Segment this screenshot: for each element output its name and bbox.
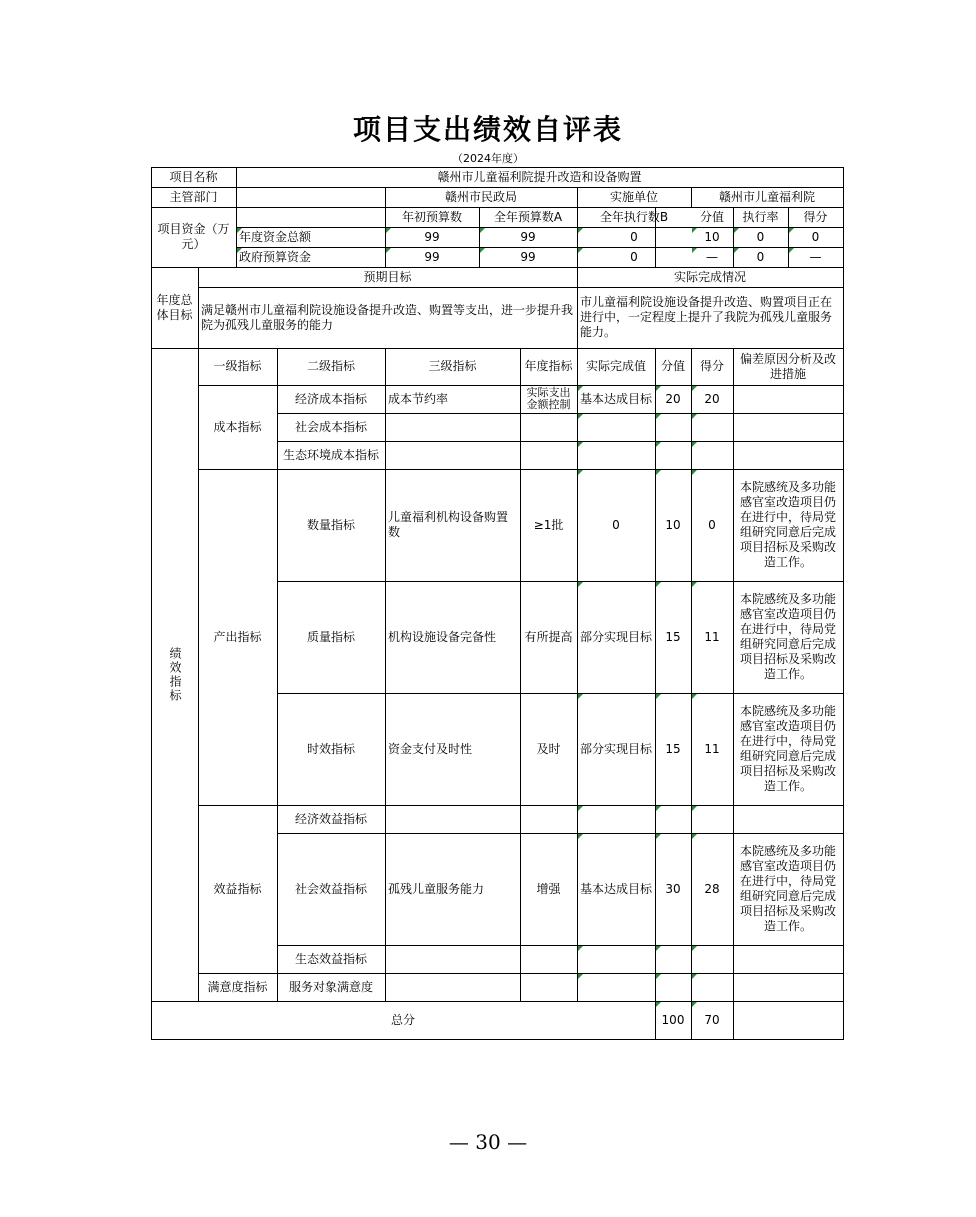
funds-value: 0: [630, 229, 638, 244]
cell-marker-icon: [578, 228, 583, 233]
indicator-header-4: 实际完成值: [585, 359, 646, 373]
actual-value: [577, 441, 655, 469]
cell-marker-icon: [656, 806, 661, 811]
cell-marker-icon: [789, 228, 794, 233]
got-value: [691, 973, 733, 1001]
annual-target: ≥1批: [533, 517, 564, 532]
impl-label: 实施单位: [609, 189, 658, 204]
got-value: 28: [704, 881, 720, 896]
cell-marker-icon: [578, 442, 583, 447]
indicator-header-3: 年度指标: [524, 359, 573, 373]
cell-marker-icon: [692, 694, 697, 699]
funds-value: 0: [630, 249, 638, 264]
cell-marker-icon: [578, 582, 583, 587]
actual-value: [577, 805, 655, 833]
level2-indicator: 数量指标: [306, 517, 355, 532]
cell-marker-icon: [578, 470, 583, 475]
level2-indicator: 质量指标: [306, 629, 355, 644]
annual-target: 有所提高: [524, 629, 573, 644]
cell-marker-icon: [578, 946, 583, 951]
annual-target: 实际支出金额控制: [526, 386, 571, 411]
goals-expected-header: 预期目标: [363, 269, 412, 284]
total-score: 100: [661, 1012, 685, 1027]
indicator-header-0: 一级指标: [213, 359, 262, 373]
funds-value: 0: [811, 229, 820, 244]
annual-target: 及时: [536, 741, 561, 756]
cell-marker-icon: [692, 248, 697, 253]
cell-marker-icon: [656, 414, 661, 419]
total-got: 70: [704, 1012, 720, 1027]
cell-marker-icon: [386, 228, 391, 233]
deviation-reason: [733, 973, 843, 1001]
funds-value: 0: [756, 229, 765, 244]
level1-indicator: 效益指标: [213, 881, 262, 896]
level2-indicator: 经济成本指标: [294, 391, 367, 406]
table-rule: [843, 167, 844, 1040]
cell-marker-icon: [656, 442, 661, 447]
indicator-header-5: 分值: [660, 359, 685, 373]
got-value: [691, 413, 733, 441]
annual-target: [520, 945, 577, 973]
deviation-reason: [733, 441, 843, 469]
page-title: 项目支出绩效自评表: [352, 113, 623, 146]
funds-value: 99: [424, 229, 440, 244]
cell-marker-icon: [734, 228, 739, 233]
actual-value: 部分实现目标: [579, 741, 652, 756]
actual-value: 部分实现目标: [579, 629, 652, 644]
total-label: 总分: [390, 1012, 415, 1027]
annual-target: [520, 413, 577, 441]
goals-actual-text: 市儿童福利院设施设备提升改造、购置项目正在进行中，一定程度上提升了我院为孤残儿童服务能力。: [580, 295, 833, 339]
got-value: 20: [704, 391, 720, 406]
cell-marker-icon: [578, 248, 583, 253]
page-number: — 30 —: [448, 1130, 528, 1154]
funds-value: —: [706, 249, 718, 264]
actual-value: 基本达成目标: [579, 881, 652, 896]
actual-value: 0: [612, 517, 620, 532]
actual-value: 基本达成目标: [579, 391, 652, 406]
dept-label: 主管部门: [169, 189, 218, 204]
cell-marker-icon: [692, 470, 697, 475]
cell-marker-icon: [692, 442, 697, 447]
level2-indicator: 社会成本指标: [294, 419, 367, 434]
level3-indicator: 成本节约率: [388, 391, 449, 406]
cell-marker-icon: [656, 834, 661, 839]
level3-indicator: [385, 945, 520, 973]
indicator-header-6: 得分: [699, 359, 724, 373]
got-value: [691, 805, 733, 833]
funds-row-label: 政府预算资金: [239, 249, 312, 264]
level3-indicator: [385, 805, 520, 833]
cell-marker-icon: [656, 582, 661, 587]
cell-marker-icon: [692, 414, 697, 419]
level3-indicator: [385, 973, 520, 1001]
cell-marker-icon: [692, 806, 697, 811]
indicators-label: 绩效指标: [168, 646, 182, 703]
funds-header-2: 全年执行数B: [599, 209, 669, 224]
level2-indicator: 服务对象满意度: [288, 979, 373, 994]
deviation-reason: 本院感统及多功能感官室改造项目仍在进行中，待局党组研究同意后完成项目招标及采购改造工作。: [739, 480, 836, 569]
funds-value: —: [809, 249, 822, 264]
funds-value: 99: [520, 229, 536, 244]
cell-marker-icon: [692, 974, 697, 979]
annual-target: [520, 973, 577, 1001]
level3-indicator: 孤残儿童服务能力: [388, 881, 485, 896]
level3-indicator: [385, 441, 520, 469]
table-rule: [151, 1039, 844, 1040]
score-value: 30: [665, 881, 681, 896]
funds-row-label: 年度资金总额: [239, 229, 312, 244]
cell-marker-icon: [656, 694, 661, 699]
cell-marker-icon: [692, 386, 697, 391]
cell-marker-icon: [692, 228, 697, 233]
indicator-header-1: 二级指标: [306, 359, 355, 373]
cell-marker-icon: [578, 414, 583, 419]
level2-indicator: 生态环境成本指标: [282, 447, 379, 462]
deviation-reason: 本院感统及多功能感官室改造项目仍在进行中，待局党组研究同意后完成项目招标及采购改造工作。: [739, 592, 836, 681]
goals-expected-text: 满足赣州市儿童福利院设施设备提升改造、购置等支出，进一步提升我院为孤残儿童服务的能力: [201, 302, 574, 332]
level3-indicator: 儿童福利机构设备购置数: [388, 510, 509, 539]
project-name-value: 赣州市儿童福利院提升改造和设备购置: [437, 169, 642, 184]
funds-value: 99: [520, 249, 536, 264]
cell-marker-icon: [578, 834, 583, 839]
cell-marker-icon: [480, 248, 485, 253]
project-name-label: 项目名称: [169, 169, 218, 184]
funds-header-1: 全年预算数A: [493, 209, 563, 224]
cell-marker-icon: [656, 1002, 661, 1007]
cell-marker-icon: [656, 974, 661, 979]
indicator-header-7: 偏差原因分析及改进措施: [739, 351, 836, 381]
page-subtitle: （2024年度）: [452, 152, 524, 165]
level3-indicator: 机构设施设备完备性: [388, 629, 497, 644]
funds-value: 99: [424, 249, 440, 264]
got-value: [691, 441, 733, 469]
deviation-reason: [733, 413, 843, 441]
cell-marker-icon: [734, 248, 739, 253]
cell-marker-icon: [656, 946, 661, 951]
deviation-reason: 本院感统及多功能感官室改造项目仍在进行中，待局党组研究同意后完成项目招标及采购改造工作。: [739, 844, 836, 933]
cell-marker-icon: [692, 582, 697, 587]
annual-target: [520, 441, 577, 469]
cell-marker-icon: [578, 806, 583, 811]
funds-value: 10: [704, 229, 720, 244]
funds-header-0: 年初预算数: [401, 209, 462, 224]
cell-marker-icon: [656, 386, 661, 391]
cell-marker-icon: [237, 228, 242, 233]
funds-value: 0: [756, 249, 765, 264]
score-value: 15: [665, 629, 681, 644]
funds-header-4: 执行率: [742, 209, 779, 224]
score-value: 20: [665, 391, 681, 406]
cell-marker-icon: [237, 248, 242, 253]
deviation-reason: [733, 945, 843, 973]
got-value: 11: [704, 741, 720, 756]
goals-label: 年度总体目标: [156, 292, 193, 322]
level3-indicator: 资金支付及时性: [388, 741, 473, 756]
got-value: 11: [704, 629, 720, 644]
impl-value: 赣州市儿童福利院: [718, 189, 815, 204]
annual-target: [520, 805, 577, 833]
score-value: 15: [665, 741, 681, 756]
cell-marker-icon: [578, 974, 583, 979]
cell-marker-icon: [692, 946, 697, 951]
cell-marker-icon: [656, 470, 661, 475]
funds-header-5: 得分: [803, 209, 828, 224]
cell-marker-icon: [789, 248, 794, 253]
level2-indicator: 时效指标: [306, 741, 355, 756]
cell-marker-icon: [578, 694, 583, 699]
deviation-reason: [733, 385, 843, 413]
deviation-reason: 本院感统及多功能感官室改造项目仍在进行中，待局党组研究同意后完成项目招标及采购改造工作。: [739, 704, 836, 793]
level2-indicator: 经济效益指标: [294, 811, 367, 826]
level2-indicator: 生态效益指标: [294, 951, 367, 966]
table-rule: [733, 1001, 734, 1040]
actual-value: [577, 945, 655, 973]
cell-marker-icon: [692, 1002, 697, 1007]
indicator-header-2: 三级指标: [428, 359, 477, 373]
level3-indicator: [385, 413, 520, 441]
cell-marker-icon: [480, 228, 485, 233]
score-value: 10: [665, 517, 681, 532]
cell-marker-icon: [578, 386, 583, 391]
actual-value: [577, 413, 655, 441]
level2-indicator: 社会效益指标: [294, 881, 367, 896]
got-value: [691, 945, 733, 973]
level1-indicator: 满意度指标: [207, 979, 268, 994]
dept-value: 赣州市民政局: [444, 189, 517, 204]
got-value: 0: [708, 517, 716, 532]
actual-value: [577, 973, 655, 1001]
goals-actual-header: 实际完成情况: [673, 269, 746, 284]
funds-label: 项目资金（万元）: [157, 222, 230, 251]
cell-marker-icon: [692, 834, 697, 839]
level1-indicator: 成本指标: [213, 419, 262, 434]
funds-header-3: 分值: [699, 209, 724, 224]
level1-indicator: 产出指标: [213, 629, 262, 644]
cell-marker-icon: [386, 248, 391, 253]
deviation-reason: [733, 805, 843, 833]
dept-spacer: [236, 187, 385, 207]
annual-target: 增强: [536, 881, 561, 896]
